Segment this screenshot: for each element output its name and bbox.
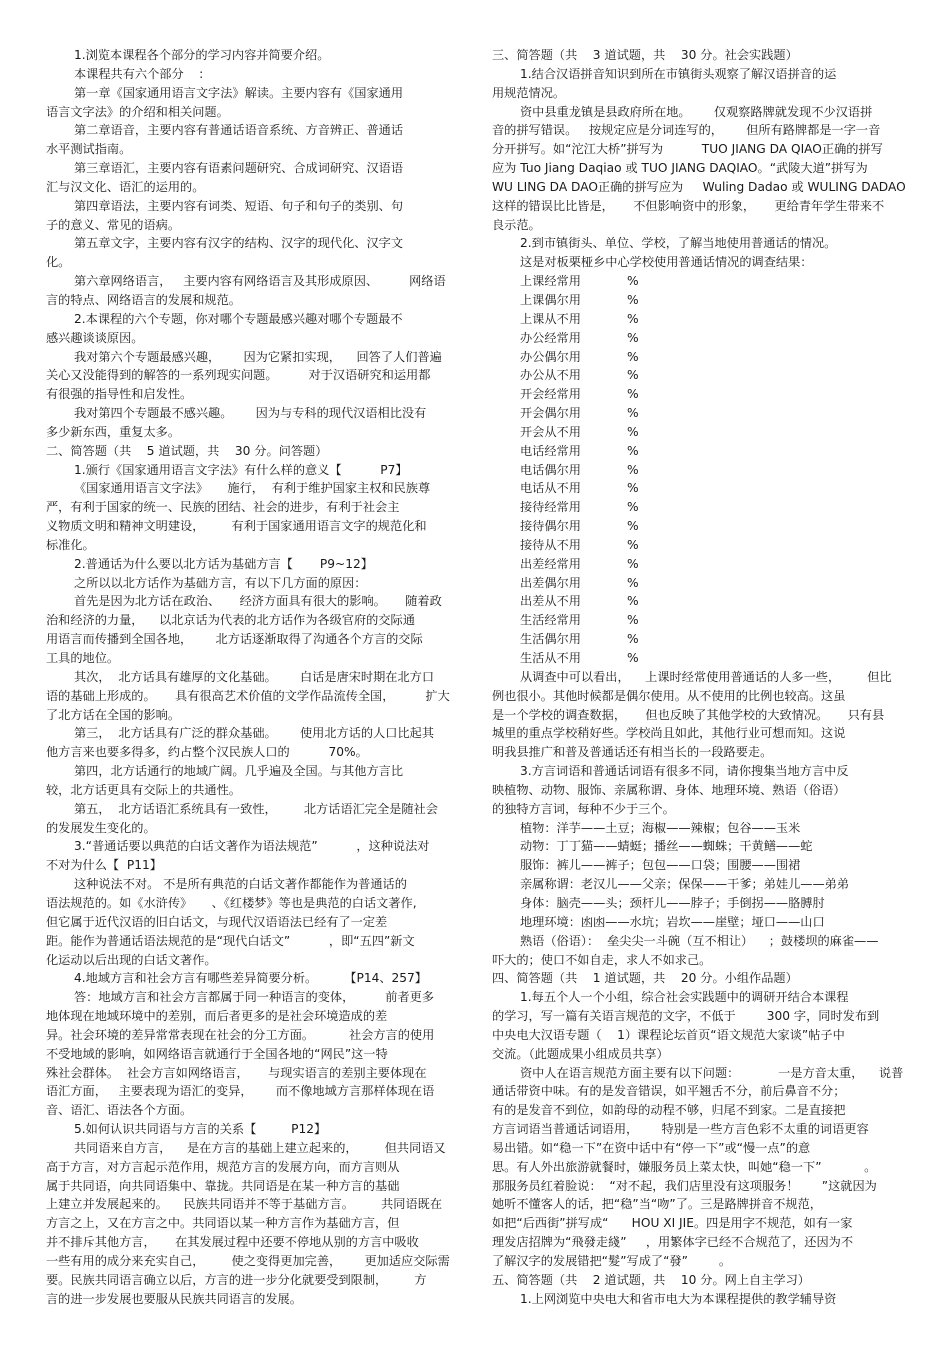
text-line: 良示范。	[492, 217, 541, 232]
survey-value: %	[627, 424, 639, 439]
survey-value: %	[627, 274, 639, 289]
text-line: 其次， 北方话具有雄厚的文化基础。 白话是唐宋时期在北方口	[74, 669, 435, 684]
text-line: 资中县重龙镇是县政府所在地。 仅观察路牌就发现不少汉语拼	[520, 104, 873, 119]
text-line: 的学习，写一篇有关语言规范的文字，不低于 300 字，同时发布到	[492, 1009, 880, 1024]
survey-value: %	[627, 556, 639, 571]
survey-row	[492, 291, 910, 310]
section-3-4-5-text	[492, 668, 910, 1309]
text-line: 殊社会群体。 社会方言如网络语言， 与现实语言的差别主要体现在	[46, 1065, 427, 1080]
survey-value: %	[627, 292, 639, 307]
text-line: 二、简答题（共 5 道试题，共 30 分。问答题）	[46, 443, 328, 458]
survey-label: 办公从不用	[520, 368, 581, 383]
text-line: 水平测试指南。	[46, 142, 132, 157]
text-line: 三、简答题（共 3 道试题，共 30 分。社会实践题）	[492, 48, 798, 62]
text-line: 音、语汇、语法各个方面。	[46, 1103, 193, 1118]
survey-label: 生活经常用	[520, 613, 581, 628]
text-line: 易出错。如“稳一下”在资中话中有“停一下”或“慢一点”的意	[492, 1140, 811, 1155]
text-line: 我对第四个专题最不感兴趣。 因为与专科的现代汉语相比没有	[74, 406, 427, 421]
text-line: 之所以以北方话作为基础方言，有以下几方面的原因：	[74, 575, 367, 590]
survey-row	[492, 555, 910, 574]
text-line: 距。能作为普通话语法规范的是“现代白话文” ，即“五四”新文	[46, 933, 415, 948]
survey-value: %	[627, 537, 639, 552]
text-line: 方言之上，又在方言之中。共同语以某一种方言作为基础方言，但	[46, 1216, 400, 1231]
text-line: 吓大的；使口不如自走，求人不如求己。	[492, 952, 712, 967]
text-line: 1.浏览本课程各个部分的学习内容并简要介绍。	[74, 48, 330, 62]
text-line: 1.每五个人一个小组，综合社会实践题中的调研开结合本课程	[520, 990, 849, 1005]
text-line: 例也很小。其他时候都是偶尔使用。从不使用的比例也较高。这虽	[492, 688, 846, 703]
text-line: 这是对板栗桠乡中心学校使用普通话情况的调查结果：	[520, 255, 813, 270]
survey-label: 出差偶尔用	[520, 575, 581, 590]
survey-value: %	[627, 311, 639, 326]
survey-label: 上课从不用	[520, 311, 581, 326]
survey-label: 电话经常用	[520, 443, 581, 458]
text-line: 第五章文字，主要内容有汉字的结构、汉字的现代化、汉字文	[74, 236, 404, 251]
survey-label: 开会经常用	[520, 387, 581, 402]
text-line: 第六章网络语言， 主要内容有网络语言及其形成原因、 网络语	[74, 274, 446, 289]
text-line: 3.方言词语和普通话词语有很多不同，请你搜集当地方言中反	[520, 764, 849, 779]
text-line: 第三章语汇，主要内容有语素问题研究、合成词研究、汉语语	[74, 161, 404, 176]
survey-value: %	[627, 481, 639, 496]
text-line: 亲属称谓：老汉儿——父亲；保保——干爹；弟娃儿——弟弟	[520, 877, 850, 892]
text-line: 理发店招牌为“飛發走綫” ，用繁体字已经不合规范了，还因为不	[492, 1235, 854, 1250]
text-line: 交流。（此题成果小组成员共享）	[492, 1046, 669, 1061]
text-line: 2.到市镇街头、单位、学校，了解当地使用普通话的情况。	[520, 236, 837, 251]
text-line: 较，北方话更具有交际上的共通性。	[46, 782, 241, 797]
text-line: 化运动以后出现的白话文著作。	[46, 952, 217, 967]
survey-label: 生活从不用	[520, 651, 581, 665]
survey-label: 出差从不用	[520, 594, 581, 609]
survey-row	[492, 592, 910, 611]
text-line: 《国家通用语言文字法》 施行， 有利于维护国家主权和民族尊	[74, 481, 431, 496]
text-line: 一些有用的成分来充实自己， 使之变得更加完善， 更加适应交际需	[46, 1254, 450, 1268]
survey-label: 电话偶尔用	[520, 462, 581, 477]
text-line: 上建立并发展起来的。 民族共同语并不等于基础方言。 共同语既在	[46, 1197, 443, 1212]
text-line: 子的意义、常见的语病。	[46, 217, 181, 232]
text-line: 这种说法不对。 不是所有典范的白话文著作都能作为普通话的	[74, 877, 407, 892]
text-line: 第四章语法，主要内容有词类、短语、句子和句子的类别、句	[74, 198, 404, 213]
text-line: 化。	[46, 255, 71, 270]
survey-label: 电话从不用	[520, 481, 581, 496]
survey-value: %	[627, 594, 639, 609]
survey-value: %	[627, 349, 639, 364]
text-line: 标准化。	[46, 537, 95, 552]
survey-label: 接待经常用	[520, 500, 581, 515]
text-line: 应为 Tuo Jiang Daqiao 或 TUO JIANG DAQIAO。“武陵大道”拼写为	[492, 161, 868, 176]
survey-value: %	[627, 575, 639, 590]
text-line: 4.地域方言和社会方言有哪些差异简要分析。 【P14、257】	[74, 971, 427, 986]
text-line: 的独特方言词，每种不少于三个。	[492, 801, 675, 816]
survey-row	[492, 461, 910, 480]
survey-row	[492, 423, 910, 442]
text-line: 从调查中可以看出， 上课时经常使用普通话的人多一些， 但比	[520, 669, 892, 684]
survey-row	[492, 272, 910, 291]
survey-value: %	[627, 330, 639, 345]
text-line: 治和经济的力量， 以北京话为代表的北方话作为各级官府的交际通	[46, 613, 415, 628]
text-line: 映植物、动物、服饰、亲属称谓、身体、地理环境、熟语（俗语）	[492, 782, 846, 797]
text-line: 但它属于近代汉语的旧白话文，与现代汉语语法已经有了一定差	[46, 914, 388, 929]
survey-row	[492, 310, 910, 329]
text-line: 第四，北方话通行的地域广阔。几乎遍及全国。与其他方言比	[74, 764, 404, 779]
survey-row	[492, 329, 910, 348]
text-line: 多少新东西，重复太多。	[46, 424, 181, 439]
text-line: 关心又没能得到的解答的一系列现实问题。 对于汉语研究和运用都	[46, 368, 431, 383]
survey-label: 出差经常用	[520, 556, 581, 571]
text-line: 通话带资中味。有的是发音错误，如平翘舌不分，前后鼻音不分；	[492, 1084, 846, 1099]
survey-value: %	[627, 462, 639, 477]
survey-row	[492, 404, 910, 423]
text-line: 第三， 北方话具有广泛的群众基础。 使用北方话的人口比起其	[74, 726, 435, 741]
text-line: 语汇方面， 主要表现为语汇的变异， 而不像地域方言那样体现在语	[46, 1084, 435, 1099]
survey-row	[492, 479, 910, 498]
text-line: 熟语（俗语）： 垒尖尖一斗碗（互不相让） ；鼓楼坝的麻雀——	[520, 933, 879, 948]
text-line: 明我县推广和普及普通话还有相当长的一段路要走。	[492, 745, 773, 760]
text-line: 思。有人外出旅游就餐时，嫌服务员上菜太快，叫她“稳一下” 。	[492, 1159, 877, 1174]
text-line: 5.如何认识共同语与方言的关系【 P12】	[74, 1122, 327, 1137]
text-line: 资中人在语言规范方面主要有以下问题： 一是方音太重， 说普	[520, 1065, 904, 1080]
text-line: 1.上网浏览中央电大和省市电大为本课程提供的教学辅导资	[520, 1291, 837, 1306]
survey-label: 办公偶尔用	[520, 349, 581, 364]
survey-row	[492, 366, 910, 385]
survey-row	[492, 649, 910, 668]
text-line: 她听不懂客人的话，把“稳”当“吻”了。三是路牌拼音不规范，	[492, 1197, 822, 1212]
survey-row	[492, 574, 910, 593]
survey-value: %	[627, 387, 639, 402]
text-line: 要。民族共同语言确立以后，方言的进一步分化就要受到限制， 方	[46, 1272, 427, 1287]
survey-row	[492, 611, 910, 630]
right-column	[492, 46, 910, 1309]
text-line: 严，有利于国家的统一、民族的团结、社会的进步，有利于社会主	[46, 500, 400, 515]
text-line: 不对为什么【 P11】	[46, 858, 162, 873]
text-line: 义物质文明和精神文明建设， 有利于国家通用语言文字的规范化和	[46, 519, 427, 534]
text-line: 四、简答题（共 1 道试题，共 20 分。小组作品题）	[492, 971, 798, 986]
survey-label: 生活偶尔用	[520, 632, 581, 647]
survey-value: %	[627, 443, 639, 458]
survey-row	[492, 348, 910, 367]
text-line: 共同语来自方言， 是在方言的基础上建立起来的， 但共同语又	[74, 1140, 446, 1155]
text-line: 服饰：裤儿——裤子；包包——口袋；围腰——围裙	[520, 858, 801, 873]
text-line: 五、简答题（共 2 道试题，共 10 分。网上自主学习）	[492, 1272, 810, 1287]
survey-value: %	[627, 500, 639, 515]
survey-label: 办公经常用	[520, 330, 581, 345]
survey-row	[492, 630, 910, 649]
text-line: 分开拼写。如“沱江大桥”拼写为 TUO JIANG DA QIAO正确的拼写	[492, 142, 883, 157]
survey-label: 接待偶尔用	[520, 519, 581, 534]
text-line: 中央电大汉语专题（ 1）课程论坛首页“语文规范大家谈”帖子中	[492, 1027, 845, 1042]
text-line: 有很强的指导性和启发性。	[46, 387, 193, 402]
text-line: 语法规范的。如《水浒传》 、《红楼梦》等也是典范的白话文著作,	[46, 895, 417, 910]
text-line: 工具的地位。	[46, 651, 120, 665]
text-line: 第二章语音，主要内容有普通话语音系统、方音辨正、普通话	[74, 123, 404, 138]
text-line: 第一章《国家通用语言文字法》解读。主要内容有《国家通用	[74, 85, 404, 100]
text-line: 这样的错误比比皆是， 不但影响资中的形象， 更给青年学生带来不	[492, 198, 885, 213]
section-3-intro	[492, 46, 910, 272]
text-line: 他方言来也要多得多，约占整个汉民族人口的 70%。	[46, 745, 368, 760]
text-line: 城里的重点学校稍好些。学校尚且如此，其他行业可想而知。这说	[492, 726, 846, 741]
text-line: 音的拼写错误。 按规定应是分词连写的， 但所有路牌都是一字一音	[492, 123, 881, 138]
survey-value: %	[627, 613, 639, 628]
survey-value: %	[627, 406, 639, 421]
left-column	[46, 46, 462, 1309]
text-line: 3.“普通话要以典范的白话文著作为语法规范” ，这种说法对	[74, 839, 430, 854]
text-line: 2.本课程的六个专题，你对哪个专题最感兴趣对哪个专题最不	[74, 311, 403, 326]
text-line: 属于共同语，向共同语集中、靠拢。共同语是在某一种方言的基础	[46, 1178, 400, 1193]
text-line: 植物：洋芋——土豆；海椒——辣椒；包谷——玉米	[520, 820, 801, 835]
text-line: 1.结合汉语拼音知识到所在市镇街头观察了解汉语拼音的运	[520, 66, 837, 81]
text-line: 1.颁行《国家通用语言文字法》有什么样的意义【 P7】	[74, 462, 408, 477]
text-line: 动物：丁丁猫——蜻蜓；播丝——蜘蛛；干黄鳝——蛇	[520, 839, 813, 854]
text-line: 异。社会环境的差异常常表现在社会的分工方面。 社会方言的使用	[46, 1027, 435, 1042]
survey-label: 上课偶尔用	[520, 292, 581, 307]
text-line: 语的基础上形成的。 具有很高艺术价值的文学作品流传全国， 扩大	[46, 688, 450, 703]
text-line: 首先是因为北方话在政治、 经济方面具有很大的影响。 随着政	[74, 594, 442, 609]
survey-label: 开会从不用	[520, 424, 581, 439]
survey-value: %	[627, 632, 639, 647]
text-line: 言的特点、网络语言的发展和规范。	[46, 292, 241, 307]
text-line: 如把“后西街”拼写成“ HOU XI JIE。四是用字不规范，如有一家	[492, 1216, 853, 1231]
text-line: 第五， 北方话语汇系统具有一致性， 北方话语汇完全是随社会	[74, 801, 438, 816]
survey-row	[492, 385, 910, 404]
survey-row	[492, 498, 910, 517]
text-line: 了北方话在全国的影响。	[46, 707, 181, 722]
text-line: 感兴趣谈谈原因。	[46, 330, 144, 345]
text-line: 答：地域方言和社会方言都属于同一种语言的变体， 前者更多	[74, 990, 435, 1005]
text-line: 我对第六个专题最感兴趣， 因为它紧扣实现， 回答了人们普遍	[74, 349, 442, 364]
text-line: 方言词语当普通话词语用， 特别是一些方言色彩不太重的词语更容	[492, 1122, 869, 1137]
text-line: 有的是发音不到位，如韵母的动程不够，归尾不到家。二是直接把	[492, 1103, 846, 1118]
text-line: 地理环境：凼凼——水坑；岩坎——崖壁；垭口——山口	[520, 914, 825, 929]
survey-row	[492, 517, 910, 536]
text-line: 身体：脑壳——头；颈杆儿——脖子；手倒拐——胳膊肘	[520, 895, 825, 910]
survey-value: %	[627, 651, 639, 665]
survey-label: 接待从不用	[520, 537, 581, 552]
text-line: 并不排斥其他方言， 在其发展过程中还要不停地从别的方言中吸收	[46, 1235, 419, 1250]
text-line: 的发展发生变化的。	[46, 820, 156, 835]
survey-value: %	[627, 368, 639, 383]
text-line: 地体现在地域环境中的差别，而后者更多的是社会环境造成的差	[46, 1009, 388, 1024]
text-line: 2.普通话为什么要以北方话为基础方言【 P9~12】	[74, 556, 373, 571]
text-line: 用语言而传播到全国各地， 北方话逐渐取得了沟通各个方言的交际	[46, 632, 423, 647]
text-line: 本课程共有六个部分 :	[74, 66, 204, 81]
text-line: WU LING DA DAO正确的拼写应为 Wuling Dadao 或 WULING DADAO	[492, 179, 906, 194]
survey-row	[492, 442, 910, 461]
survey-label: 开会偶尔用	[520, 406, 581, 421]
survey-value: %	[627, 519, 639, 534]
text-line: 言的进一步发展也要服从民族共同语言的发展。	[46, 1291, 302, 1306]
text-line: 了解汉字的发展错把“髮”写成了“發” 。	[492, 1254, 732, 1268]
text-line: 高于方言，对方言起示范作用，规范方言的发展方向，而方言则从	[46, 1159, 400, 1174]
text-line: 不受地域的影响，如网络语言就通行于全国各地的“网民”这一特	[46, 1046, 388, 1061]
survey-label: 上课经常用	[520, 274, 581, 289]
text-line: 语言文字法》的介绍和相关问题。	[46, 104, 229, 119]
text-line: 用规范情况。	[492, 85, 566, 100]
text-line: 是一个学校的调查数据， 但也反映了其他学校的大致情况。 只有县	[492, 707, 885, 722]
survey-row	[492, 536, 910, 555]
text-line: 那服务员红着脸说： “对不起，我们店里没有这项服务！ ”这就因为	[492, 1178, 877, 1193]
survey-table	[492, 272, 910, 668]
text-line: 汇与汉文化、语汇的运用的。	[46, 179, 205, 194]
